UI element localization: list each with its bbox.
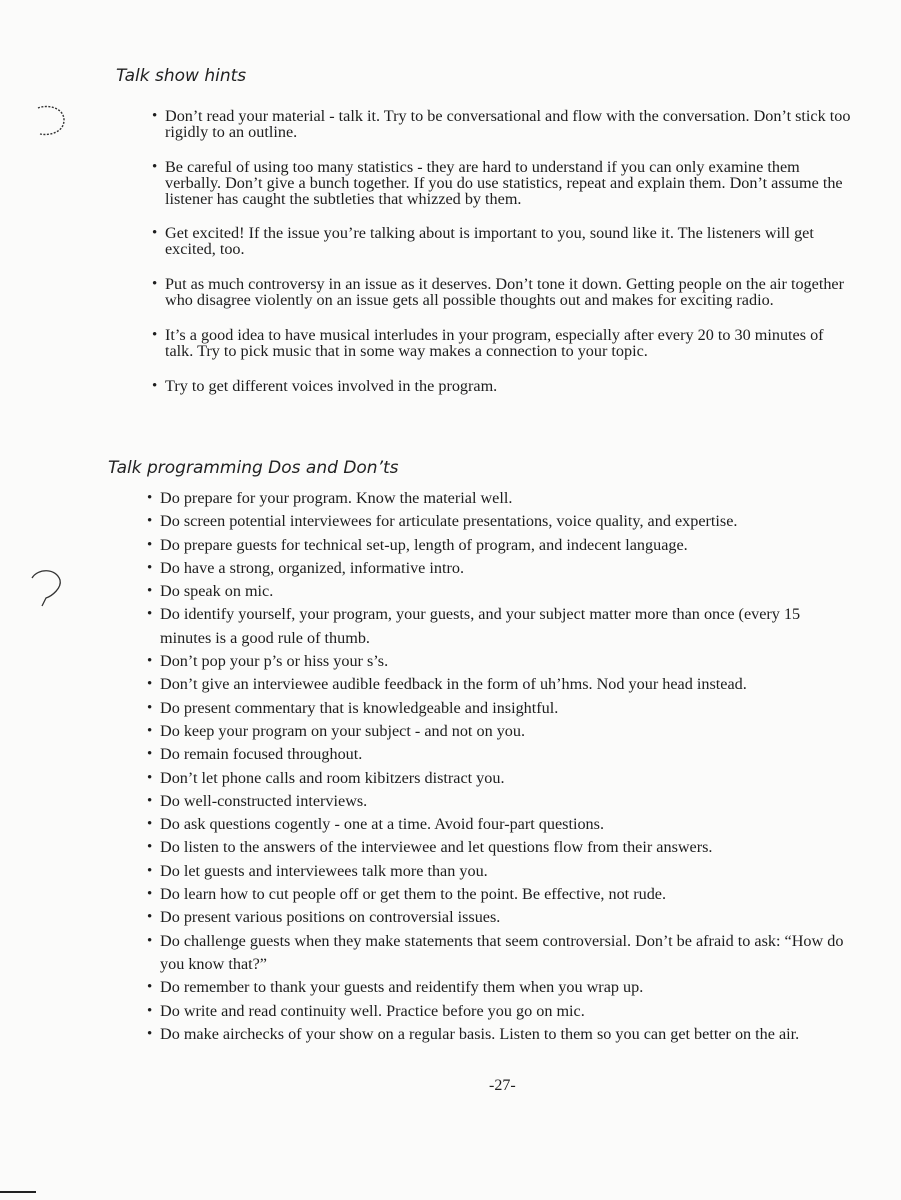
list-item-text: Do screen potential interviewees for articulate presentations, voice quality, and expertise.	[160, 512, 738, 531]
bullet-icon: •	[152, 108, 158, 124]
section-heading-talk-show-hints: Talk show hints	[116, 66, 247, 86]
list-item	[147, 930, 850, 977]
list-item-text: Don’t pop your p’s or hiss your s’s.	[160, 652, 389, 671]
list-item	[147, 603, 850, 650]
list-item-text: Do remember to thank your guests and reidentify them when you wrap up.	[160, 978, 644, 997]
list-item-text: Do write and read continuity well. Practice before you go on mic.	[160, 1001, 585, 1020]
list-item	[147, 976, 850, 999]
bullet-icon: •	[147, 769, 153, 786]
edge-mark	[0, 1191, 36, 1193]
list-item	[147, 487, 850, 510]
bullet-icon: •	[147, 1002, 153, 1019]
list-item	[147, 836, 850, 859]
dos-and-donts-list	[147, 487, 850, 1046]
bullet-icon: •	[147, 839, 153, 856]
list-item	[147, 1023, 850, 1046]
list-item	[147, 557, 850, 580]
list-item	[152, 224, 855, 258]
list-item-text: Do have a strong, organized, informative intro.	[160, 558, 465, 577]
bullet-icon: •	[147, 606, 153, 623]
bullet-icon: •	[147, 583, 153, 600]
list-item-text: Don’t read your material - talk it. Try to be conversational and flow with the conversation. Don’t stick too rigidly to an outline.	[165, 107, 851, 141]
list-item-text: Do ask questions cogently - one at a time. Avoid four-part questions.	[160, 815, 604, 834]
list-item	[147, 767, 850, 790]
list-item	[147, 813, 850, 836]
list-item-text: Put as much controversy in an issue as it deserves. Don’t tone it down. Getting people on the air together who disagree violently on an issue gets all possible thoughts out and makes for exciting radio.	[165, 275, 844, 309]
list-item-text: Do let guests and interviewees talk more than you.	[160, 861, 488, 880]
page-number: -27-	[489, 1077, 516, 1094]
list-item-text: Be careful of using too many statistics - they are hard to understand if you can only examine them verbally. Don’t give a bunch together. If you do use statistics, repeat and explain them. Don’t assume the listener has caught the subtleties that whizzed by them.	[165, 158, 843, 208]
list-item	[147, 883, 850, 906]
list-item	[152, 158, 855, 208]
bullet-icon: •	[152, 159, 158, 175]
bullet-icon: •	[147, 536, 153, 553]
list-item	[147, 790, 850, 813]
list-item	[147, 720, 850, 743]
list-item-text: It’s a good idea to have musical interludes in your program, especially after every 20 to 30 minutes of talk. Try to pick music that in some way makes a connection to your topic.	[165, 326, 824, 360]
bullet-icon: •	[147, 909, 153, 926]
bullet-icon: •	[147, 862, 153, 879]
binder-hole-mark-icon	[34, 102, 70, 142]
list-item-text: Do present various positions on controversial issues.	[160, 908, 501, 927]
list-item	[147, 534, 850, 557]
list-item	[152, 275, 855, 309]
list-item-text: Do speak on mic.	[160, 582, 274, 601]
bullet-icon: •	[152, 225, 158, 241]
bullet-icon: •	[147, 559, 153, 576]
list-item-text: Do learn how to cut people off or get them to the point. Be effective, not rude.	[160, 885, 667, 904]
list-item	[147, 1000, 850, 1023]
list-item-text: Don’t give an interviewee audible feedback in the form of uh’hms. Nod your head instead.	[160, 675, 747, 694]
bullet-icon: •	[152, 327, 158, 343]
bullet-icon: •	[147, 932, 153, 949]
bullet-icon: •	[152, 276, 158, 292]
list-item-text: Do keep your program on your subject - and not on you.	[160, 721, 526, 740]
bullet-icon: •	[147, 676, 153, 693]
list-item	[147, 860, 850, 883]
bullet-icon: •	[147, 513, 153, 530]
list-item	[152, 107, 855, 141]
list-item-text: Get excited! If the issue you’re talking about is important to you, sound like it. The listeners will get excited, too.	[165, 224, 814, 258]
list-item-text: Do make airchecks of your show on a regular basis. Listen to them so you can get better on the air.	[160, 1024, 800, 1043]
list-item	[147, 697, 850, 720]
bullet-icon: •	[147, 1025, 153, 1042]
list-item-text: Do remain focused throughout.	[160, 745, 363, 764]
list-item	[147, 906, 850, 929]
bullet-icon: •	[152, 378, 158, 394]
bullet-icon: •	[147, 722, 153, 739]
list-item	[147, 743, 850, 766]
list-item-text: Do well-constructed interviews.	[160, 791, 368, 810]
list-item	[152, 377, 855, 395]
list-item	[147, 580, 850, 603]
section-heading-dos-and-donts: Talk programming Dos and Don’ts	[108, 458, 399, 478]
talk-show-hints-list	[152, 107, 855, 413]
bullet-icon: •	[147, 816, 153, 833]
list-item	[147, 510, 850, 533]
list-item-text: Do listen to the answers of the interviewee and let questions flow from their answers.	[160, 838, 713, 857]
list-item-text: Do identify yourself, your program, your guests, and your subject matter more than once (every 15 minutes is a good rule of thumb.	[160, 605, 801, 647]
list-item	[152, 326, 855, 360]
list-item-text: Do prepare guests for technical set-up, length of program, and indecent language.	[160, 535, 688, 554]
list-item	[147, 673, 850, 696]
list-item	[147, 650, 850, 673]
bullet-icon: •	[147, 653, 153, 670]
bullet-icon: •	[147, 746, 153, 763]
list-item-text: Do challenge guests when they make statements that seem controversial. Don’t be afraid to ask: “How do you know that?”	[160, 931, 844, 973]
bullet-icon: •	[147, 490, 153, 506]
bullet-icon: •	[147, 699, 153, 716]
bullet-icon: •	[147, 792, 153, 809]
list-item-text: Do present commentary that is knowledgeable and insightful.	[160, 698, 559, 717]
list-item-text: Try to get different voices involved in the program.	[165, 377, 498, 395]
list-item-text: Don’t let phone calls and room kibitzers distract you.	[160, 768, 505, 787]
bullet-icon: •	[147, 886, 153, 903]
list-item-text: Do prepare for your program. Know the material well.	[160, 489, 513, 507]
binder-hole-mark-icon	[28, 566, 68, 614]
bullet-icon: •	[147, 979, 153, 996]
